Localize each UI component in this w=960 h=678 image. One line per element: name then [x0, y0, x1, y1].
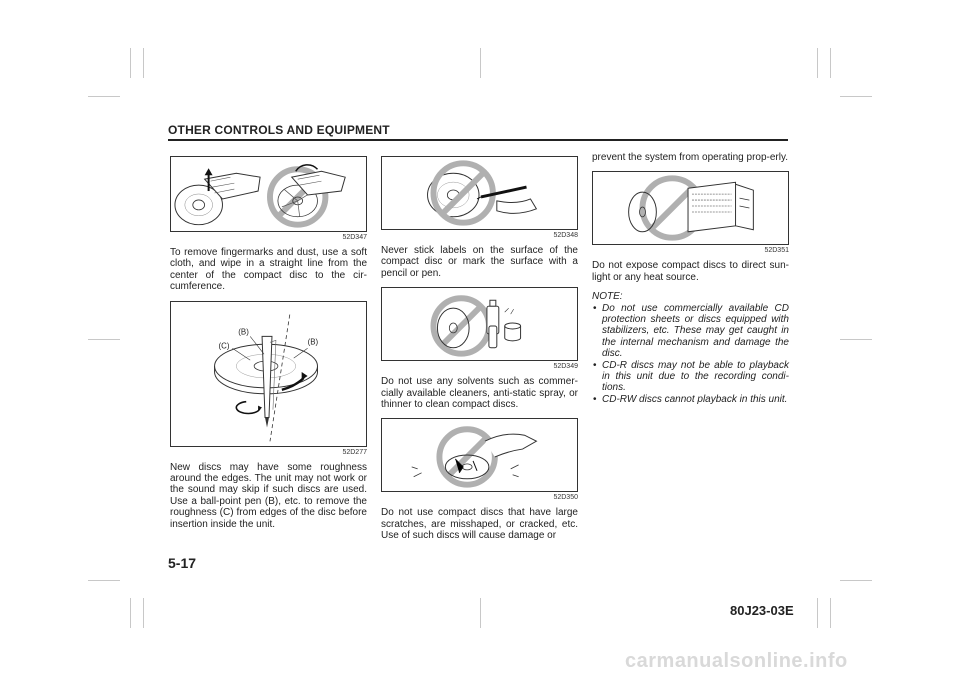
note-title: NOTE:: [592, 291, 623, 303]
section-title: OTHER CONTROLS AND EQUIPMENT: [168, 123, 390, 137]
figure-no-solvents: [381, 287, 578, 361]
note-item: • CD-RW discs cannot playback in this unit.: [592, 394, 789, 405]
figure-code: 52D350: [553, 494, 578, 502]
figure-wipe-disc: [170, 156, 367, 232]
figure-code: 52D349: [553, 363, 578, 371]
watermark: carmanualsonline.info: [625, 650, 848, 672]
no-labels-illustration: [382, 157, 577, 229]
no-damaged-discs-illustration: [382, 419, 577, 491]
no-solvents-illustration: [382, 288, 577, 360]
figure-code: 52D348: [553, 232, 578, 239]
figure-disc-roughness: [170, 301, 367, 447]
label-b-left: (B): [238, 327, 249, 337]
disc-roughness-illustration: [171, 302, 366, 446]
no-heat-illustration: [593, 172, 788, 244]
column-2: [381, 156, 578, 550]
column-1: [170, 156, 367, 538]
paragraph-no-labels: Never stick labels on the surface of the compact disc or mark the surface with a pencil or pen.: [381, 245, 578, 279]
label-c: (C): [218, 340, 230, 350]
note-item: • CD-R discs may not be able to playback in this unit due to the recording condi-tions.: [592, 360, 789, 394]
figure-code: 52D277: [342, 448, 367, 456]
note-item: • Do not use commercially available CD protection sheets or discs equipped with stabilizers, etc. These may get caught in the internal mechanism and damage the disc.: [592, 303, 789, 360]
figure-code: 52D347: [342, 234, 367, 241]
figure-no-damaged-discs: [381, 418, 578, 492]
paragraph-continued: prevent the system from operating prop-erly.: [592, 152, 789, 163]
paragraph-no-damaged-discs: Do not use compact discs that have large scratches, are misshaped, or cracked, etc. Use of such discs will cause damage or: [381, 507, 578, 542]
wipe-disc-illustration: [171, 157, 366, 231]
figure-code: 52D351: [764, 247, 789, 255]
paragraph-no-solvents: Do not use any solvents such as commer-cially available cleaners, anti-static spray, or thinner to clean compact discs.: [381, 376, 578, 411]
note-list: [592, 303, 789, 406]
header-rule: [168, 139, 788, 141]
figure-no-heat: [592, 171, 789, 245]
figure-no-labels: [381, 156, 578, 230]
note-block: [592, 291, 789, 405]
paragraph-no-heat: Do not expose compact discs to direct sun-light or any heat source.: [592, 260, 789, 283]
label-b-right: (B): [307, 336, 319, 346]
column-3: [592, 152, 789, 405]
paragraph-wipe-instructions: To remove fingermarks and dust, use a soft cloth, and wipe in a straight line from the center of the compact disc to the cir-cumference.: [170, 247, 367, 293]
document-code: 80J23-03E: [730, 603, 794, 618]
page-number: 5-17: [168, 555, 197, 571]
paragraph-roughness: New discs may have some roughness around the edges. The unit may not work or the sound may skip if such discs are used. Use a ball-point pen (B), etc. to remove the roughness (C) from edges of the disc before insertion inside the unit.: [170, 461, 367, 530]
